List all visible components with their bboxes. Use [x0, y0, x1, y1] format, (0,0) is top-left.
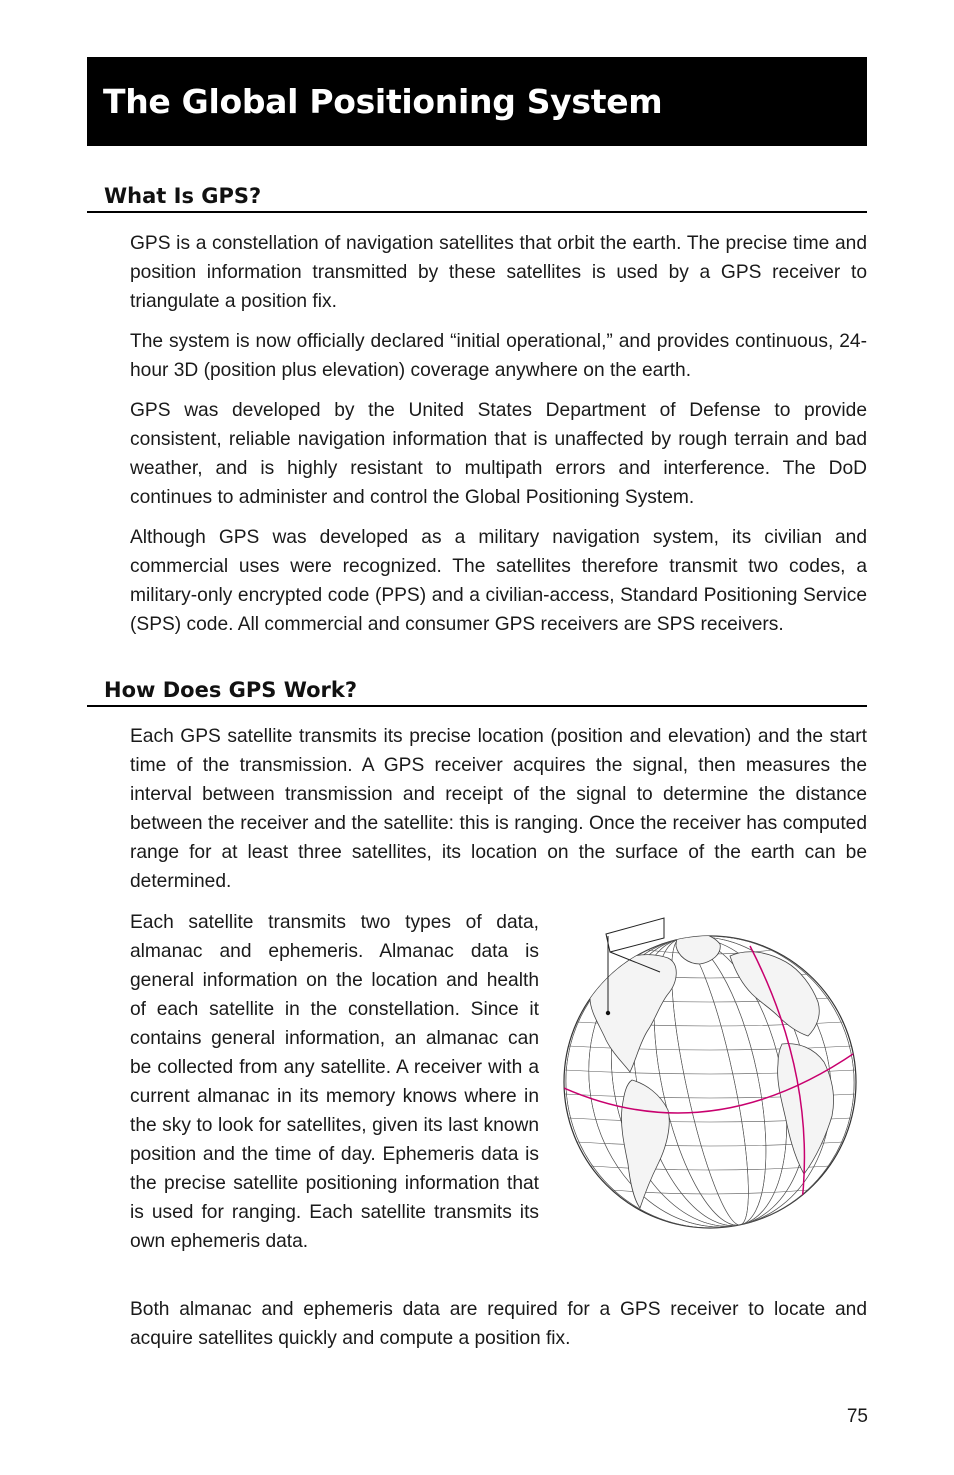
paragraph: The system is now officially declared “initial operational,” and provides continuous, 24-hour 3D (position plus elevation) coverage anywhere on the earth. — [130, 331, 867, 381]
paragraph: Both almanac and ephemeris data are required for a GPS receiver to locate and acquire satellites quickly and compute a position fix. — [130, 1299, 867, 1349]
paragraph: Although GPS was developed as a military navigation system, its civilian and commercial uses were recognized. The satellites therefore transmit two codes, a military-only encrypted code (PPS) and a civilian-access, Standard Positioning Service (SPS) code. All commercial and consumer GPS receivers are SPS receivers. — [130, 527, 867, 635]
paragraph: GPS was developed by the United States Department of Defense to provide consistent, reliable navigation information that is unaffected by rough terrain and bad weather, and is highly resistant to multipath errors and interference. The DoD continues to administer and control the Global Positioning System. — [130, 400, 867, 508]
chapter-title-bar — [87, 57, 867, 146]
location-dot — [606, 1011, 610, 1015]
section-heading-how-does-gps-work — [87, 673, 867, 707]
paragraph: Each satellite transmits two types of data, almanac and ephemeris. Almanac data is general information on the location and health of each satellite in the constellation. Since it contains general information, an almanac can be collected from any satellite. A receiver with a current almanac in its memory knows where in the sky to look for satellites, given its last known position and the time of day. Ephemeris data is the precise satellite positioning information that is used for ranging. Each satellite transmits its own ephemeris data. — [130, 912, 539, 1252]
page-number: 75 — [846, 1406, 868, 1427]
section-title: How Does GPS Work? — [104, 678, 358, 702]
paragraph: GPS is a constellation of navigation satellites that orbit the earth. The precise time and position information transmitted by these satellites is used by a GPS receiver to triangulate a position fix. — [130, 233, 867, 312]
chapter-title: The Global Positioning System — [103, 82, 663, 121]
paragraph: Each GPS satellite transmits its precise location (position and elevation) and the start time of the transmission. A GPS receiver acquires the signal, then measures the interval between transmission and receipt of the signal to determine the distance between the receiver and the satellite: this is ranging. Once the receiver has computed range for at least three satellites, its location on the surface of the earth can be determined. — [130, 726, 867, 892]
section-title: What Is GPS? — [104, 184, 262, 208]
section-heading-what-is-gps — [87, 179, 867, 213]
globe-icon — [560, 912, 860, 1234]
globe-figure — [560, 912, 860, 1234]
